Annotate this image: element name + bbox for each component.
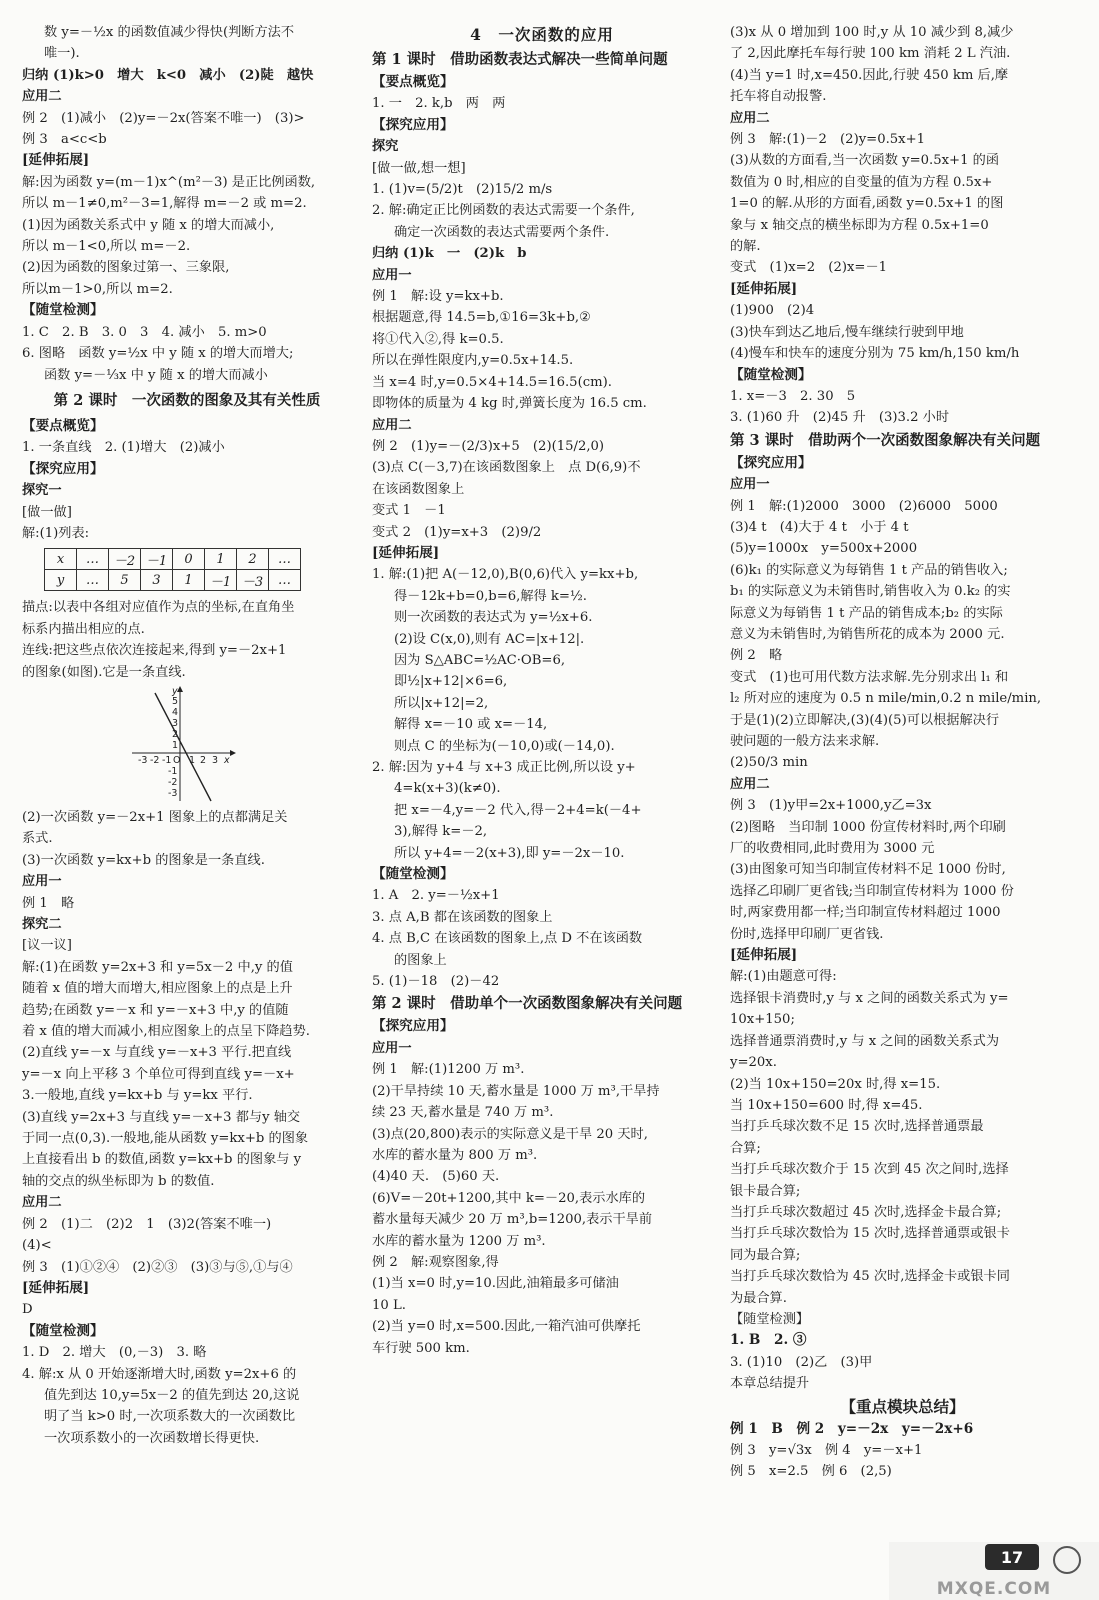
text-line: 4=k(x+3)(k≠0). (394, 781, 501, 797)
subsection-heading: 应用二 (22, 1195, 62, 1211)
table-cell: 1 (173, 570, 205, 591)
text-line: (5)y=1000x y=500x+2000 (730, 541, 918, 557)
summary-line: 归纳 (1)k 一 (2)k b (372, 246, 527, 262)
subsection-heading: 探究一 (22, 483, 62, 499)
text-line: 银卡最合算; (730, 1183, 801, 1199)
table-cell: －1 (141, 549, 173, 570)
text-line: 选择银卡消费时,y 与 x 之间的函数关系式为 y= (730, 990, 1009, 1006)
tick-label: 1 (172, 739, 179, 751)
text-line: (2)直线 y=－x 与直线 y=－x+3 平行.把直线 (22, 1045, 292, 1061)
text-line: 驶问题的一般方法来求解. (730, 734, 880, 749)
text-line: 的图象(如图).它是一条直线. (22, 664, 186, 680)
text-line: (3)由图象可知当印制宣传材料不足 1000 份时, (730, 862, 1006, 878)
subsection-heading: 探究 (372, 139, 399, 155)
text-line: 唯一). (44, 46, 80, 62)
text-line: 1. A 2. y=－½x+1 (372, 888, 500, 904)
text-line: 将①代入②,得 k=0.5. (372, 331, 504, 347)
text-line: 水库的蓄水量为 800 万 m³. (372, 1147, 538, 1163)
table-cell: … (269, 570, 301, 591)
text-line: (2)一次函数 y=－2x+1 图象上的点都满足关 (22, 809, 288, 825)
tick-label: 2 (172, 728, 179, 740)
table-cell: －3 (237, 570, 269, 591)
axis-label: x (224, 754, 230, 766)
text-line: 一次项系数小的一次函数增长得更快. (44, 1430, 260, 1446)
text-line: 变式 (1)x=2 (2)x=－1 (730, 260, 888, 276)
section-heading: 【要点概览】 (22, 417, 104, 434)
text-line: 的图象上 (394, 952, 447, 968)
text-line: 续 23 天,蓄水量是 740 万 m³. (372, 1105, 554, 1121)
function-line (155, 693, 211, 801)
text-line: 所以m－1>0,所以 m=2. (22, 281, 173, 297)
text-line: (3)4 t (4)大于 4 t 小于 4 t (730, 519, 909, 535)
section-heading: [延伸拓展] (22, 1279, 90, 1296)
text-line: (3)x 从 0 增加到 100 时,y 从 10 减少到 8,减少 (730, 25, 1014, 40)
text-line: 轴的交点的纵坐标即为 b 的数值. (22, 1173, 215, 1189)
text-line: 1. 一 2. k,b 两 两 (372, 96, 506, 112)
text-line: y=20x. (730, 1055, 777, 1071)
text-line: 当打乒乓球次数恰为 15 次时,选择普通票或银卡 (730, 1226, 1010, 1242)
text-line: [做一做,想一想] (372, 160, 466, 176)
section-heading: 例 1 B 例 2 y=－2x y=－2x+6 (730, 1420, 974, 1437)
subsection-heading: 应用二 (730, 110, 770, 126)
text-line: 当打乒乓球次数不足 15 次时,选择普通票最 (730, 1119, 984, 1135)
tick-label: 3 (212, 754, 219, 766)
text-line: 当打乒乓球次数恰为 45 次时,选择金卡或银卡同 (730, 1269, 1010, 1285)
section-heading: 【随堂检测】 (22, 1322, 104, 1339)
text-line: 确定一次函数的表达式需要两个条件. (394, 224, 610, 240)
text-line: 着 x 值的增大而减小,相应图象上的点呈下降趋势. (22, 1024, 310, 1040)
text-line: (3)点(20,800)表示的实际意义是干旱 20 天时, (372, 1126, 648, 1142)
text-line: 例 1 略 (22, 895, 75, 911)
table-cell: 2 (237, 549, 269, 570)
text-line: 变式 (1)也可用代数方法求解.先分别求出 l₁ 和 (730, 669, 1009, 685)
lesson-title: 第 3 课时 借助两个一次函数图象解决有关问题 (730, 431, 1041, 449)
line-graph (22, 683, 352, 807)
text-line: 变式 2 (1)y=x+3 (2)9/2 (372, 524, 542, 540)
table-cell: 5 (109, 570, 141, 591)
table-cell: 1 (205, 549, 237, 570)
text-line: 解得 x=－10 或 x=－14, (394, 717, 548, 733)
section-heading: 1. B 2. ③ (730, 1332, 807, 1349)
text-line: 意义为未销售时,为销售所花的成本为 2000 元. (730, 626, 1005, 642)
text-line: 描点:以表中各组对应值作为点的坐标,在直角坐 (22, 600, 295, 616)
text-line: 变式 1 －1 (372, 503, 446, 519)
table-cell: … (77, 549, 109, 570)
text-line: (2)设 C(x,0),则有 AC=|x+12|. (394, 631, 585, 647)
text-line: 在该函数图象上 (372, 481, 465, 497)
text-line: 本章总结提升 (730, 1376, 810, 1392)
text-line: (2)因为函数的图象过第一、三象限, (22, 260, 230, 276)
table-cell: y (45, 570, 77, 591)
text-line: 1. C 2. B 3. 0 3 4. 减小 5. m>0 (22, 324, 267, 340)
column-2 (372, 22, 712, 1359)
text-line: (2)当 y=0 时,x=500.因此,一箱汽油可供摩托 (372, 1319, 641, 1335)
text-line: 3.一般地,直线 y=kx+b 与 y=kx 平行. (22, 1088, 253, 1104)
tick-label: 4 (172, 706, 179, 718)
text-line: 厂的收费相同,此时费用为 3000 元 (730, 841, 935, 857)
text-line: 解:因为函数 y=(m－1)x^(m²－3) 是正比例函数, (22, 174, 316, 190)
text-line: 3. (1)10 (2)乙 (3)甲 (730, 1354, 873, 1370)
text-line: (2)干旱持续 10 天,蓄水量是 1000 万 m³,干旱持 (372, 1083, 660, 1099)
text-line: 3),解得 k=－2, (394, 824, 488, 840)
text-line: 解:(1)由题意可得: (730, 969, 837, 985)
tick-label: -1 (168, 765, 178, 777)
text-line: 所以 y+4=－2(x+3),即 y=－2x－10. (394, 845, 625, 861)
text-line: 因为 S△ABC=½AC·OB=6, (394, 652, 566, 668)
text-line: 车行驶 500 km. (372, 1340, 470, 1356)
section-heading: 【探究应用】 (372, 116, 454, 133)
column-1 (22, 22, 352, 1449)
section-heading: 【要点概览】 (372, 74, 454, 90)
text-line: 则点 C 的坐标为(－10,0)或(－14,0). (394, 738, 615, 754)
table-cell: … (77, 570, 109, 591)
text-line: 当打乒乓球次数超过 45 次时,选择金卡最合算; (730, 1204, 1002, 1220)
watermark-text: MXQE.COM (936, 1579, 1052, 1599)
text-line: (4)40 天. (5)60 天. (372, 1169, 500, 1185)
text-line: 数 y=－½x 的函数值减少得快(判断方法不 (44, 25, 295, 40)
section-heading: 【探究应用】 (372, 1018, 454, 1035)
section-heading: [延伸拓展] (372, 544, 440, 561)
text-line: 1. D 2. 增大 (0,－3) 3. 略 (22, 1345, 207, 1361)
text-line: 6. 图略 函数 y=½x 中 y 随 x 的增大而增大; (22, 346, 294, 362)
column-3 (730, 22, 1075, 1483)
text-line: 标系内描出相应的点. (22, 621, 145, 637)
text-line: 际意义为每销售 1 t 产品的销售成本;b₂ 的实际 (730, 605, 1003, 621)
text-line: 所以 m－1≠0,m²－3=1,解得 m=－2 或 m=2. (22, 196, 307, 212)
text-line: (4)< (22, 1238, 52, 1254)
text-line: 值先到达 10,y=5x－2 的值先到达 20,这说 (44, 1387, 300, 1403)
lesson-title: 第 2 课时 一次函数的图象及其有关性质 (53, 391, 321, 409)
text-line: 蓄水量每天减少 20 万 m³,b=1200,表示干旱前 (372, 1212, 653, 1228)
text-line: 把 x=－4,y=－2 代入,得－2+4=k(－4+ (394, 802, 642, 818)
subsection-heading: 应用二 (372, 417, 412, 433)
text-line: 系式. (22, 831, 53, 847)
tick-label: O (173, 754, 181, 766)
text-line: 象与 x 轴交点的横坐标即为方程 0.5x+1=0 (730, 217, 989, 233)
table-cell: 0 (173, 549, 205, 570)
text-line: 当 x=4 时,y=0.5×4+14.5=16.5(cm). (372, 374, 612, 390)
text-line: (6)k₁ 的实际意义为每销售 1 t 产品的销售收入; (730, 562, 1008, 578)
text-line: 解:(1)在函数 y=2x+3 和 y=5x－2 中,y 的值 (22, 959, 293, 975)
text-line: (4)当 y=1 时,x=450.因此,行驶 450 km 后,摩 (730, 67, 1009, 83)
text-line: 5. (1)－18 (2)－42 (372, 974, 500, 990)
text-line: (2)当 10x+150=20x 时,得 x=15. (730, 1076, 941, 1092)
text-line: 托车将自动报警. (730, 89, 827, 105)
subsection-heading: 应用二 (730, 776, 770, 792)
text-line: 例 2 (1)二 (2)2 1 (3)2(答案不唯一) (22, 1216, 272, 1232)
text-line: [做一做] (22, 504, 72, 520)
text-line: 例 3 y=√3x 例 4 y=－x+1 (730, 1443, 923, 1458)
lesson-title: 第 1 课时 借助函数表达式解决一些简单问题 (372, 51, 668, 68)
text-line: 得－12k+b=0,b=6,解得 k=½. (394, 588, 587, 604)
chapter-title: 4 一次函数的应用 (470, 25, 614, 44)
text-line: 1. (1)v=(5/2)t (2)15/2 m/s (372, 182, 553, 198)
tick-label: 1 (189, 754, 196, 766)
text-line: 随着 x 值的增大而增大,相应图象上的点是上升 (22, 981, 293, 997)
table-cell: －1 (205, 570, 237, 591)
text-line: (1)当 x=0 时,y=10.因此,油箱最多可储油 (372, 1276, 619, 1292)
text-line: 则一次函数的表达式为 y=½x+6. (394, 610, 593, 626)
table-cell: －2 (109, 549, 141, 570)
subsection-heading: 应用一 (372, 267, 412, 283)
text-line: 明了当 k>0 时,一次项系数大的一次函数比 (44, 1409, 296, 1425)
tick-label: -2 (168, 776, 178, 788)
text-line: 例 1 解:(1)2000 3000 (2)6000 5000 (730, 498, 998, 514)
text-line: (4)慢车和快车的速度分别为 75 km/h,150 km/h (730, 346, 1020, 362)
text-line: 2. 解:因为 y+4 与 x+3 成正比例,所以设 y+ (372, 760, 636, 775)
text-line: (3)快车到达乙地后,慢车继续行驶到甲地 (730, 324, 964, 340)
text-line: l₂ 所对应的速度为 0.5 n mile/min,0.2 n mile/min, (730, 691, 1042, 707)
text-line: 于是(1)(2)立即解决,(3)(4)(5)可以根据解决行 (730, 712, 1000, 728)
text-line: (2)图略 当印制 1000 份宣传材料时,两个印刷 (730, 819, 1006, 835)
text-line: 例 3 (1)y甲=2x+1000,y乙=3x (730, 798, 932, 814)
value-table (44, 548, 301, 591)
text-line: 连线:把这些点依次连接起来,得到 y=－2x+1 (22, 643, 287, 659)
text-line: 例 3 a<c<b (22, 132, 107, 148)
text-line: (6)V=－20t+1200,其中 k=－20,表示水库的 (372, 1190, 646, 1206)
subsection-heading: 应用一 (22, 874, 62, 890)
text-line: 解:(1)列表: (22, 525, 90, 541)
text-line: 根据题意,得 14.5=b,①16=3k+b,② (372, 310, 591, 326)
axis-label: y (172, 685, 178, 697)
subsection-heading: 应用一 (372, 1040, 412, 1056)
text-line: 1=0 的解.从形的方面看,函数 y=0.5x+1 的图 (730, 196, 1004, 212)
text-line: 例 2 (1)减小 (2)y=－2x(答案不唯一) (3)> (22, 110, 305, 126)
subsection-heading: 探究二 (22, 917, 62, 932)
text-line: 【随堂检测】 (730, 1311, 810, 1327)
text-line: (3)从数的方面看,当一次函数 y=0.5x+1 的函 (730, 153, 1000, 169)
lesson-title: 第 2 课时 借助单个一次函数图象解决有关问题 (372, 995, 683, 1013)
text-line: b₁ 的实际意义为未销售时,销售收入为 0.k₂ 的实 (730, 584, 1011, 600)
text-line: 1. 解:(1)把 A(－12,0),B(0,6)代入 y=kx+b, (372, 567, 639, 583)
table-cell: … (269, 549, 301, 570)
text-line: 4. 解:x 从 0 开始逐渐增大时,函数 y=2x+6 的 (22, 1366, 297, 1382)
tick-label: 2 (200, 754, 207, 766)
summary-line: 归纳 (1)k>0 增大 k<0 减小 (2)陡 越快 (22, 67, 314, 83)
tick-label: -3 (168, 787, 178, 799)
text-line: 数值为 0 时,相应的自变量的值为方程 0.5x+ (730, 174, 993, 190)
text-line: 2. 解:确定正比例函数的表达式需要一个条件, (372, 203, 635, 219)
text-line: (3)直线 y=2x+3 与直线 y=－x+3 都与y 轴交 (22, 1109, 301, 1125)
section-heading: [延伸拓展] (730, 280, 798, 297)
page-number: 17 (1000, 1548, 1024, 1567)
text-line: 选择普通票消费时,y 与 x 之间的函数关系式为 (730, 1033, 1000, 1049)
chapter-summary-title: 【重点模块总结】 (840, 1396, 965, 1416)
text-line: 所以在弹性限度内,y=0.5x+14.5. (372, 353, 574, 369)
tick-label: -3 (138, 754, 148, 766)
text-line: 了 2,因此摩托车每行驶 100 km 消耗 2 L 汽油. (730, 46, 1011, 62)
table-cell: 3 (141, 570, 173, 591)
text-line: 即½|x+12|×6=6, (394, 674, 508, 690)
text-line: 于同一点(0,3).一般地,能从函数 y=kx+b 的图象 (22, 1131, 309, 1147)
text-line: (3)一次函数 y=kx+b 的图象是一条直线. (22, 852, 265, 868)
text-line: 合算; (730, 1140, 761, 1156)
text-line: 上直接看出 b 的数值,函数 y=kx+b 的图象与 y (22, 1152, 302, 1168)
text-line: 即物体的质量为 4 kg 时,弹簧长度为 16.5 cm. (372, 396, 647, 412)
text-line: (1)900 (2)4 (730, 303, 815, 319)
table-row (45, 570, 301, 591)
text-line: 例 5 x=2.5 例 6 (2,5) (730, 1464, 892, 1480)
text-line: 例 1 解:(1)1200 万 m³. (372, 1062, 525, 1078)
text-line: 时,两家费用都一样;当印制宣传材料超过 1000 (730, 905, 1001, 921)
text-line: 例 2 略 (730, 648, 783, 664)
section-heading: 【探究应用】 (22, 460, 104, 477)
watermark-logo (889, 1542, 1099, 1600)
section-heading: 【随堂检测】 (730, 366, 812, 383)
text-line: 例 3 (1)①②④ (2)②③ (3)③与⑤,①与④ (22, 1259, 293, 1275)
text-line: (1)因为函数关系式中 y 随 x 的增大而减小, (22, 217, 275, 233)
text-line: (3)点 C(－3,7)在该函数图象上 点 D(6,9)不 (372, 460, 641, 476)
text-line: (2)50/3 min (730, 755, 808, 771)
text-line: 例 2 解:观察图象,得 (372, 1254, 499, 1270)
tick-label: -2 (150, 754, 160, 766)
subsection-heading: 应用二 (22, 89, 62, 105)
section-heading: [延伸拓展] (730, 947, 798, 964)
table-cell: x (45, 549, 77, 570)
text-line: 10x+150; (730, 1012, 795, 1028)
section-heading: [延伸拓展] (22, 152, 90, 169)
text-line: D (22, 1302, 33, 1318)
text-line: 同为最合算; (730, 1247, 801, 1263)
text-line: 的解. (730, 239, 761, 255)
text-line: 趋势;在函数 y=－x 和 y=－x+3 中,y 的值随 (22, 1002, 289, 1018)
section-heading: 【随堂检测】 (372, 866, 454, 883)
text-line: 水库的蓄水量为 1200 万 m³. (372, 1233, 546, 1249)
text-line: 选择乙印刷厂更省钱;当印制宣传材料为 1000 份 (730, 883, 1014, 899)
text-line: 10 L. (372, 1297, 406, 1313)
tick-label: -1 (162, 754, 172, 766)
text-line: 份时,选择甲印刷厂更省钱. (730, 926, 884, 942)
tick-label: 3 (172, 717, 179, 729)
text-line: [议一议] (22, 938, 72, 954)
text-line: 1. x=－3 2. 30 5 (730, 388, 856, 404)
text-line: 3. 点 A,B 都在该函数的图象上 (372, 909, 553, 925)
text-line: y=－x 向上平移 3 个单位可得到直线 y=－x+ (22, 1066, 295, 1082)
text-line: 1. 一条直线 2. (1)增大 (2)减小 (22, 440, 225, 456)
section-heading: 【探究应用】 (730, 454, 812, 471)
tick-label: 5 (172, 695, 179, 707)
text-line: 当打乒乓球次数介于 15 次到 45 次之间时,选择 (730, 1162, 1009, 1178)
text-line: 当 10x+150=600 时,得 x=45. (730, 1097, 923, 1113)
text-line: 所以|x+12|=2, (394, 695, 489, 711)
section-heading: 【随堂检测】 (22, 302, 104, 319)
text-line: 所以 m－1<0,所以 m=－2. (22, 239, 191, 255)
text-line: 例 2 (1)y=－(2/3)x+5 (2)(15/2,0) (372, 438, 605, 454)
text-line: 为最合算. (730, 1290, 787, 1306)
text-line: 例 1 解:设 y=kx+b. (372, 289, 504, 305)
subsection-heading: 应用一 (730, 477, 770, 493)
table-row (45, 549, 301, 570)
text-line: 例 3 解:(1)－2 (2)y=0.5x+1 (730, 132, 926, 148)
text-line: 函数 y=－⅓x 中 y 随 x 的增大而减小 (44, 367, 268, 383)
text-line: 3. (1)60 升 (2)45 升 (3)3.2 小时 (730, 410, 950, 426)
text-line: 4. 点 B,C 在该函数的图象上,点 D 不在该函数 (372, 931, 643, 947)
